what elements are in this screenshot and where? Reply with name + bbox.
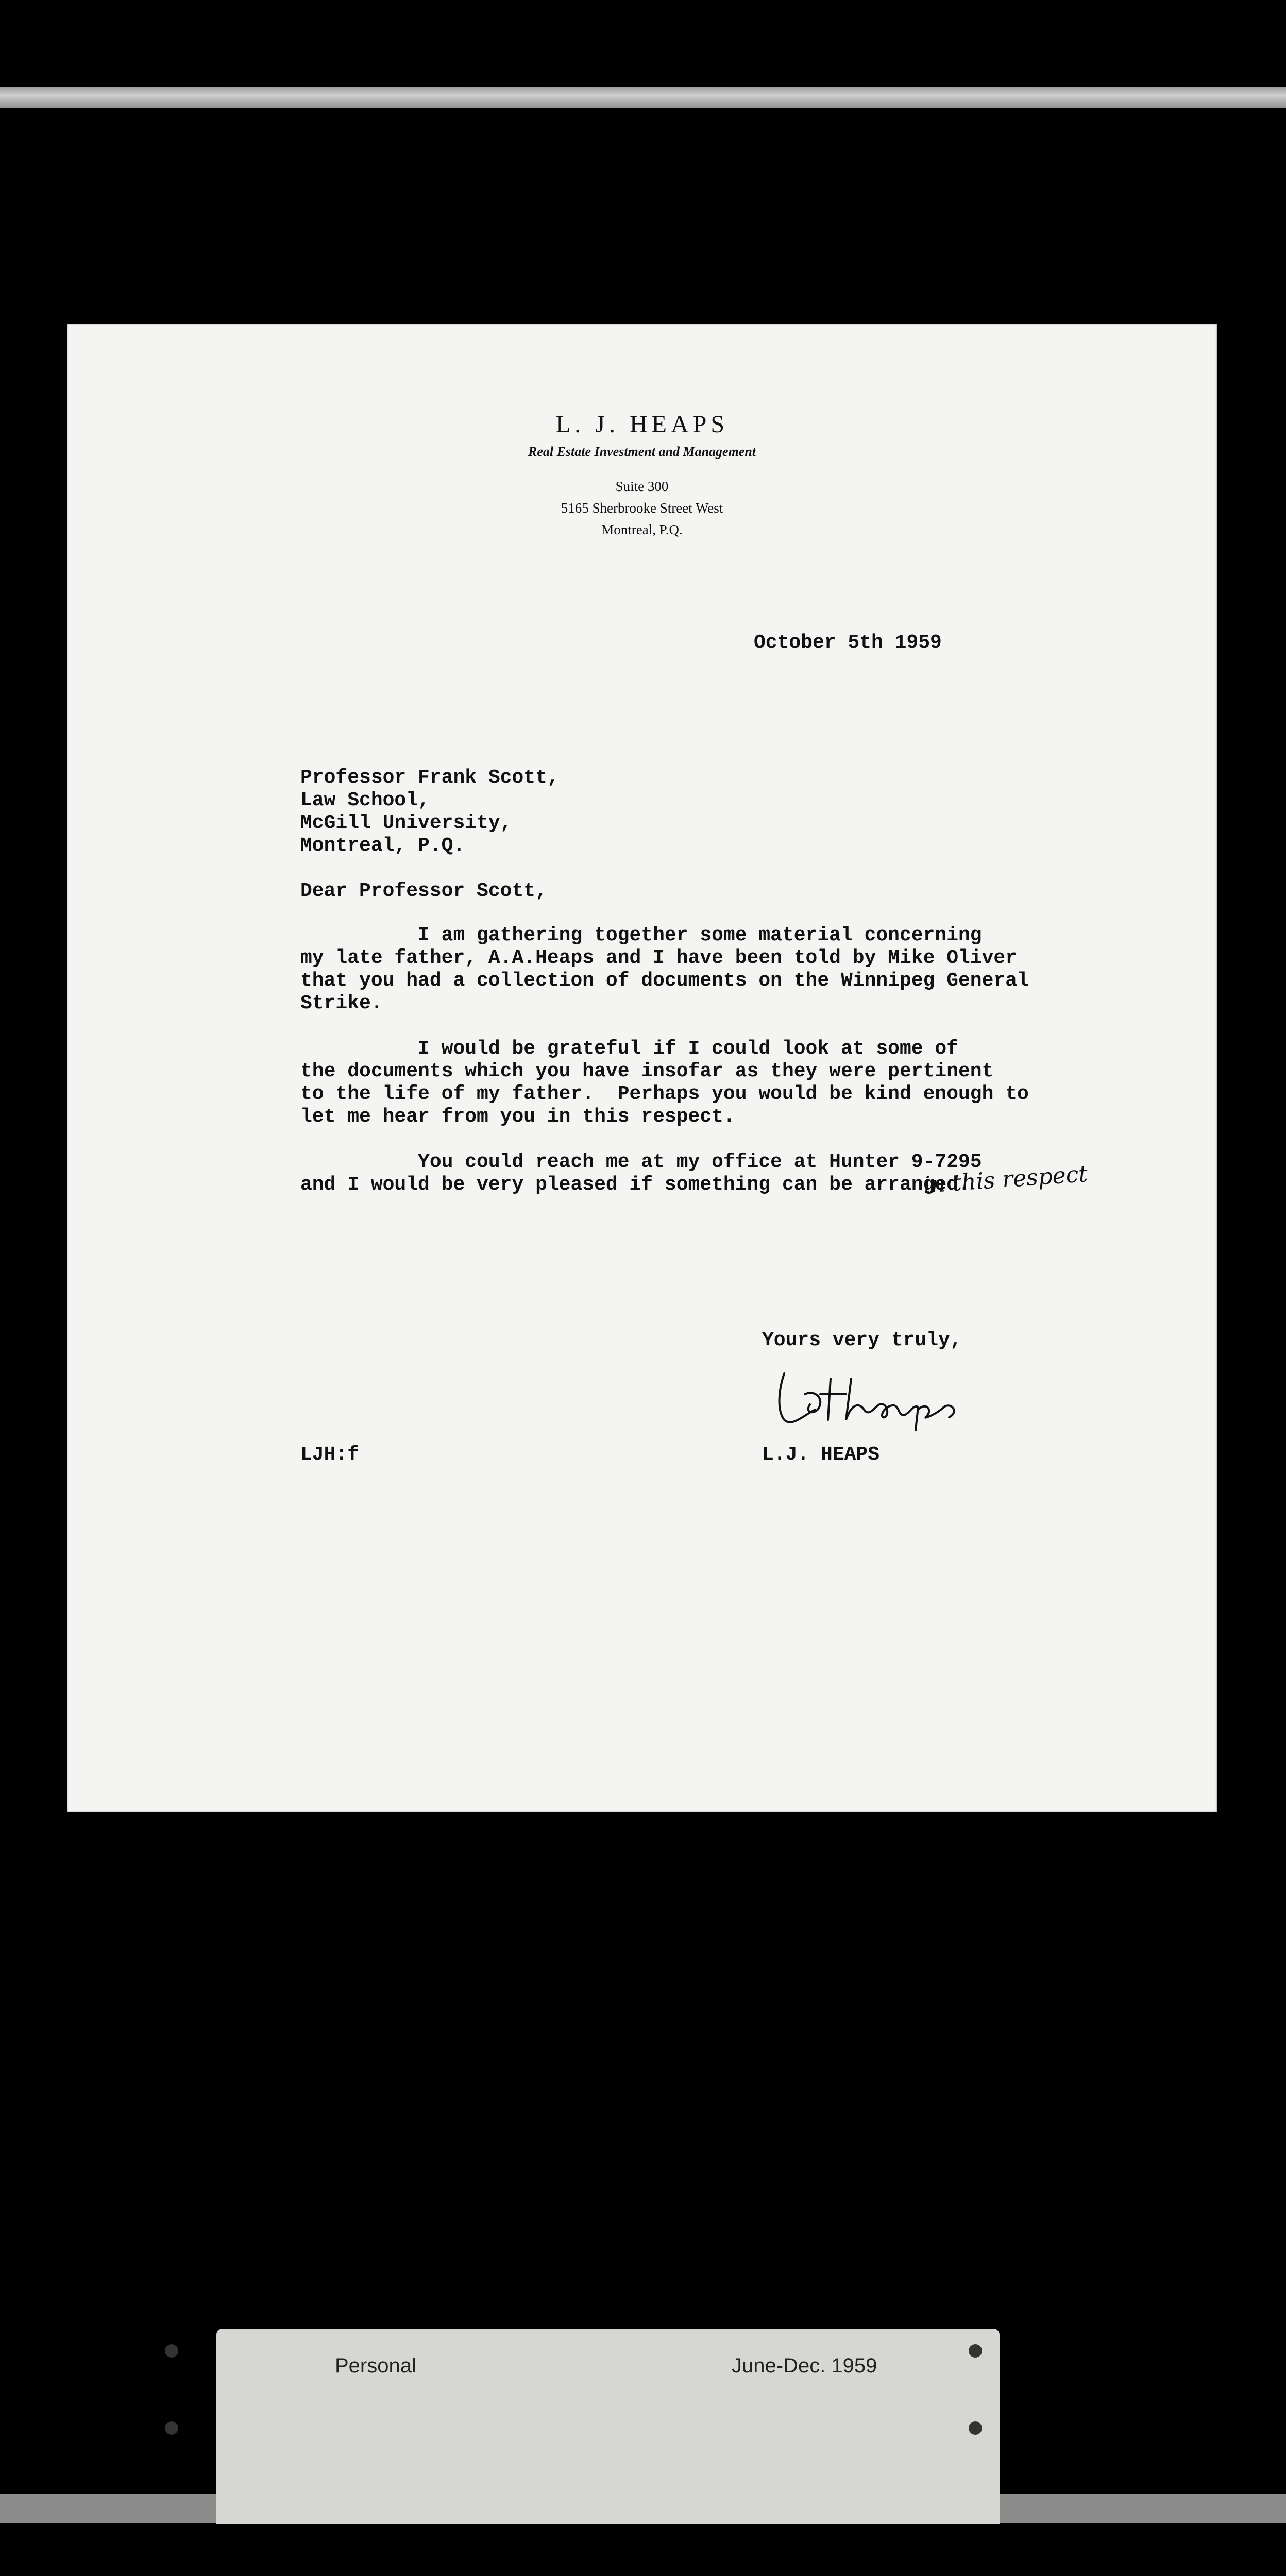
letter-page [67, 324, 1217, 1812]
body-paragraph: I am gathering together some material concerning my late father, A.A.Heaps and I have been told by Mike Oliver that you had a collection of documents on the Winnipeg General Strike. [300, 924, 1029, 1014]
recipient-line: Professor Frank Scott, [300, 767, 559, 789]
folder-hole-icon [969, 2421, 982, 2435]
typist-initials: LJH:f [300, 1444, 360, 1466]
letterhead-name: L. J. HEAPS [555, 411, 729, 438]
folder-tab [216, 2329, 1000, 2524]
letterhead-address-line: Suite 300 [615, 479, 669, 494]
recipient-line: Montreal, P.Q. [300, 835, 465, 857]
closing: Yours very truly, [762, 1329, 962, 1351]
recipient-address [300, 767, 559, 857]
body-paragraph: You could reach me at my office at Hunter 9-7295 and I would be very pleased if something can be arranged. [300, 1151, 982, 1196]
salutation: Dear Professor Scott, [300, 880, 547, 902]
signer-name: L.J. HEAPS [762, 1444, 880, 1466]
letter-date: October 5th 1959 [754, 632, 942, 654]
folder-hole-icon [969, 2344, 982, 2358]
folder-hole-icon [165, 2421, 178, 2435]
letterhead-address-line: 5165 Sherbrooke Street West [561, 500, 723, 516]
recipient-line: Law School, [300, 789, 430, 811]
signature [769, 1358, 985, 1440]
folder-hole-icon [165, 2344, 178, 2358]
letterhead-address-line: Montreal, P.Q. [601, 522, 683, 537]
recipient-line: McGill University, [300, 812, 512, 834]
film-strip-edge [0, 87, 1286, 108]
folder-tab-date: June-Dec. 1959 [732, 2354, 877, 2377]
handwritten-note: in this respect [922, 1160, 1089, 1199]
letterhead-tagline: Real Estate Investment and Management [528, 444, 756, 459]
folder-tab-label: Personal [335, 2354, 416, 2377]
body-paragraph: I would be grateful if I could look at some of the documents which you have insofar as they were pertinent to the life of my father. Perhaps you would be kind enough to let me hear from you in this respect. [300, 1038, 1029, 1128]
